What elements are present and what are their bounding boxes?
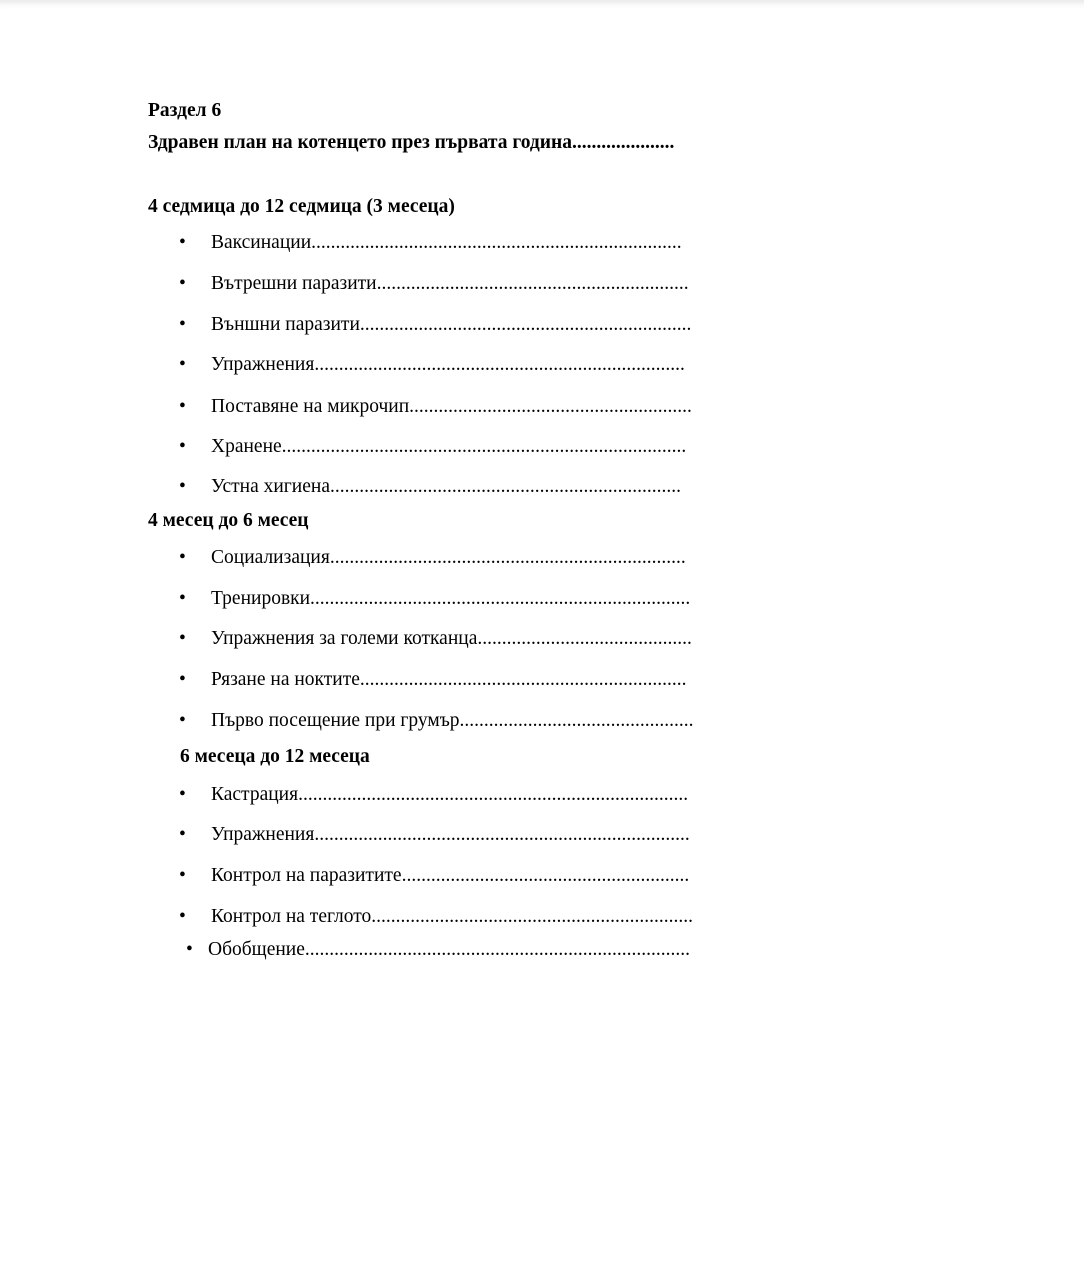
bullet-icon: • (179, 354, 186, 375)
bullet-icon: • (179, 476, 186, 497)
list-item-exercises: Упражнения............................................................................ (211, 354, 685, 375)
list-item-feeding: Хранене................................................................................... (211, 436, 687, 457)
bullet-icon: • (179, 824, 186, 845)
group-heading-weeks: 4 седмица до 12 седмица (3 месеца) (148, 196, 455, 217)
group-heading-months-6-12: 6 месеца до 12 месеца (180, 746, 370, 767)
list-item-exercises-big-kittens: Упражнения за големи котканца............................................ (211, 628, 692, 649)
list-item-weight-control: Контрол на теглото.................................................................. (211, 906, 693, 927)
section-title: Раздел 6 (148, 100, 222, 121)
bullet-icon: • (179, 588, 186, 609)
plan-title: Здравен план на котенцето през първата година..................... (148, 132, 675, 153)
bullet-icon: • (179, 784, 186, 805)
bullet-icon: • (179, 314, 186, 335)
list-item-parasite-control: Контрол на паразитите........................................................... (211, 865, 690, 886)
group-heading-months-4-6: 4 месец до 6 месец (148, 510, 309, 531)
bullet-icon: • (186, 939, 193, 960)
list-item-summary: Обобщение............................................................................... (208, 939, 690, 960)
list-item-oral-hygiene: Устна хигиена........................................................................ (211, 476, 681, 497)
list-item-training: Тренировки.............................................................................. (211, 588, 691, 609)
bullet-icon: • (179, 865, 186, 886)
list-item-nail-trimming: Рязане на ноктите................................................................... (211, 669, 687, 690)
bullet-icon: • (179, 232, 186, 253)
list-item-first-groomer-visit: Първо посещение при грумър................................................ (211, 710, 694, 731)
bullet-icon: • (179, 273, 186, 294)
list-item-socialization: Социализация......................................................................... (211, 547, 686, 568)
bullet-icon: • (179, 669, 186, 690)
bullet-icon: • (179, 396, 186, 417)
list-item-microchip: Поставяне на микрочип.......................................................... (211, 396, 692, 417)
list-item-exercises-2: Упражнения............................................................................. (211, 824, 690, 845)
bullet-icon: • (179, 547, 186, 568)
list-item-internal-parasites: Вътрешни паразити................................................................ (211, 273, 689, 294)
bullet-icon: • (179, 906, 186, 927)
list-item-castration: Кастрация................................................................................ (211, 784, 689, 805)
list-item-vaccinations: Ваксинации............................................................................ (211, 232, 682, 253)
bullet-icon: • (179, 710, 186, 731)
bullet-icon: • (179, 436, 186, 457)
bullet-icon: • (179, 628, 186, 649)
list-item-external-parasites: Външни паразити.................................................................... (211, 314, 692, 335)
